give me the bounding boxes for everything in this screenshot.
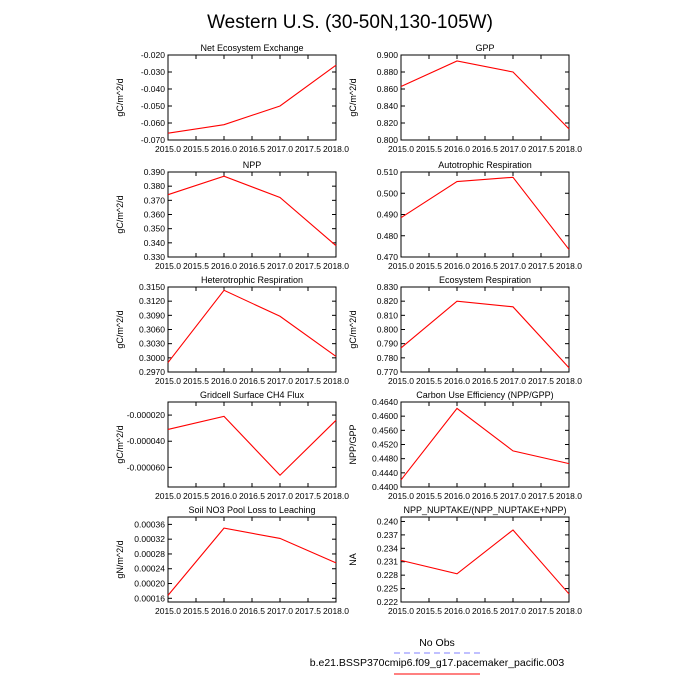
x-tick-label: 2016.0 (444, 261, 470, 271)
plot-frame (401, 287, 569, 372)
y-tick-label: 0.780 (376, 352, 398, 363)
x-tick-label: 2015.5 (183, 606, 209, 616)
x-tick-label: 2017.5 (295, 261, 321, 271)
plot-frame (168, 172, 336, 257)
y-tick-label: 0.810 (376, 310, 398, 321)
panel-title: GPP (475, 43, 495, 53)
panel-4 (377, 160, 583, 271)
x-tick-label: 2017.5 (528, 491, 554, 501)
plot-frame (401, 172, 569, 257)
y-tick-label: 0.4600 (372, 411, 398, 422)
y-tick-label: 0.340 (143, 237, 165, 248)
x-tick-label: 2015.0 (388, 144, 414, 154)
series-line (401, 301, 569, 368)
y-tick-label: -0.000060 (126, 462, 165, 473)
y-tick-label: 0.3000 (139, 352, 165, 363)
plot-frame (401, 55, 569, 140)
y-tick-label: 0.830 (376, 282, 398, 292)
y-tick-label: 0.00032 (134, 534, 165, 545)
y-tick-label: 0.228 (376, 570, 398, 581)
x-tick-label: 2016.5 (472, 144, 498, 154)
x-tick-label: 2018.0 (556, 261, 582, 271)
panel-title: Heterotrophic Respiration (200, 275, 304, 285)
x-tick-label: 2015.5 (416, 144, 442, 154)
x-tick-label: 2015.0 (388, 376, 414, 386)
y-tick-label: 0.900 (376, 50, 398, 60)
x-tick-label: 2017.5 (295, 491, 321, 501)
x-tick-label: 2017.0 (500, 261, 526, 271)
x-tick-label: 2016.0 (211, 491, 237, 501)
x-tick-label: 2015.5 (183, 144, 209, 154)
x-tick-label: 2017.0 (267, 606, 293, 616)
x-tick-label: 2016.0 (211, 261, 237, 271)
panel-6 (348, 275, 582, 386)
y-tick-label: 0.820 (376, 118, 398, 128)
x-tick-label: 2017.0 (500, 606, 526, 616)
y-tick-label: 0.00024 (134, 563, 165, 574)
series-line (401, 408, 569, 480)
y-tick-label: 0.4560 (372, 425, 398, 436)
y-tick-label: 0.3120 (139, 296, 165, 307)
series-line (168, 176, 336, 245)
legend (310, 637, 565, 674)
y-tick-label: 0.770 (376, 367, 398, 377)
x-tick-label: 2017.5 (528, 261, 554, 271)
y-tick-label: 0.00028 (134, 548, 165, 559)
y-tick-label: 0.4520 (372, 439, 398, 450)
x-tick-label: 2017.5 (295, 376, 321, 386)
y-tick-label: 0.390 (143, 167, 165, 177)
x-tick-label: 2018.0 (323, 144, 349, 154)
y-tick-label: 0.3060 (139, 324, 165, 335)
series-line (168, 528, 336, 595)
x-tick-label: 2016.5 (472, 491, 498, 501)
x-tick-label: 2018.0 (323, 491, 349, 501)
panel-2 (348, 43, 582, 154)
x-tick-label: 2016.0 (211, 376, 237, 386)
x-tick-label: 2017.0 (500, 491, 526, 501)
y-tick-label: 0.00036 (134, 519, 165, 530)
x-tick-label: 2018.0 (556, 606, 582, 616)
y-tick-label: 0.880 (376, 67, 398, 77)
y-tick-label: 0.500 (376, 188, 398, 199)
x-tick-label: 2018.0 (323, 606, 349, 616)
panel-8 (348, 390, 582, 501)
x-tick-label: 2017.0 (267, 376, 293, 386)
panel-title: Carbon Use Efficiency (NPP/GPP) (416, 390, 554, 400)
y-tick-label: 0.3090 (139, 310, 165, 321)
y-tick-label: 0.470 (376, 252, 398, 262)
x-tick-label: 2017.5 (528, 144, 554, 154)
series-line (401, 61, 569, 129)
x-tick-label: 2017.5 (295, 606, 321, 616)
panels-group (115, 43, 582, 616)
y-tick-label: 0.380 (143, 181, 165, 192)
series-line (168, 290, 336, 362)
plot-frame (168, 55, 336, 140)
y-tick-label: 0.00020 (134, 578, 165, 589)
plot-frame (401, 402, 569, 487)
y-tick-label: 0.231 (376, 556, 398, 567)
x-tick-label: 2015.5 (416, 376, 442, 386)
x-tick-label: 2016.0 (211, 144, 237, 154)
series-line (401, 530, 569, 594)
x-tick-label: 2017.0 (267, 491, 293, 501)
x-tick-label: 2015.5 (183, 261, 209, 271)
x-tick-label: 2016.5 (239, 144, 265, 154)
x-tick-label: 2015.0 (155, 491, 181, 501)
y-tick-label: -0.060 (140, 118, 165, 128)
plot-frame (401, 517, 569, 602)
legend-obs-label: No Obs (419, 637, 455, 649)
x-tick-label: 2016.5 (472, 261, 498, 271)
y-tick-label: 0.240 (376, 516, 398, 527)
series-line (168, 416, 336, 475)
y-tick-label: 0.2970 (139, 367, 165, 377)
x-tick-label: 2016.5 (239, 261, 265, 271)
x-tick-label: 2015.0 (388, 261, 414, 271)
x-tick-label: 2017.0 (267, 144, 293, 154)
x-tick-label: 2017.5 (528, 376, 554, 386)
x-tick-label: 2016.0 (211, 606, 237, 616)
y-tick-label: 0.860 (376, 84, 398, 94)
x-tick-label: 2015.0 (155, 376, 181, 386)
panel-title: Soil NO3 Pool Loss to Leaching (188, 505, 316, 515)
y-tick-label: 0.222 (376, 597, 398, 607)
y-tick-label: 0.790 (376, 338, 398, 349)
figure-title: Western U.S. (30-50N,130-105W) (207, 12, 493, 33)
x-tick-label: 2016.0 (444, 376, 470, 386)
y-tick-label: 0.00016 (134, 593, 165, 604)
y-tick-label: 0.330 (143, 252, 165, 262)
y-tick-label: 0.4400 (372, 482, 398, 492)
panel-title: Net Ecosystem Exchange (200, 43, 304, 53)
panel-3 (115, 160, 349, 271)
x-tick-label: 2018.0 (556, 376, 582, 386)
x-tick-label: 2018.0 (323, 261, 349, 271)
y-tick-label: -0.050 (140, 101, 165, 111)
series-line (168, 65, 336, 133)
series-line (401, 177, 569, 249)
x-tick-label: 2016.0 (444, 491, 470, 501)
y-tick-label: 0.3150 (139, 282, 165, 292)
y-tick-label: 0.3030 (139, 338, 165, 349)
x-tick-label: 2016.5 (239, 491, 265, 501)
x-tick-label: 2015.5 (183, 376, 209, 386)
panel-10 (348, 505, 582, 616)
y-tick-label: 0.370 (143, 195, 165, 206)
panel-title: NPP (242, 160, 262, 170)
y-tick-label: 0.237 (376, 529, 398, 540)
y-axis-label: NPP/GPP (348, 424, 358, 465)
x-tick-label: 2015.0 (155, 261, 181, 271)
plot-frame (168, 517, 336, 602)
y-axis-label: gC/m^2/d (348, 310, 358, 349)
panel-title: Autotrophic Respiration (438, 160, 532, 170)
x-tick-label: 2017.0 (500, 376, 526, 386)
x-tick-label: 2018.0 (556, 491, 582, 501)
y-tick-label: 0.360 (143, 209, 165, 220)
y-tick-label: 0.4640 (372, 397, 398, 407)
y-axis-label: gC/m^2/d (348, 78, 358, 117)
x-tick-label: 2018.0 (323, 376, 349, 386)
y-tick-label: -0.070 (140, 135, 165, 145)
panel-1 (115, 43, 349, 154)
x-tick-label: 2015.5 (416, 606, 442, 616)
x-tick-label: 2017.0 (267, 261, 293, 271)
x-tick-label: 2016.5 (239, 376, 265, 386)
y-tick-label: -0.030 (140, 67, 165, 77)
y-axis-label: gC/m^2/d (115, 195, 125, 234)
panel-7 (115, 390, 349, 501)
x-tick-label: 2015.0 (155, 606, 181, 616)
y-tick-label: 0.820 (376, 296, 398, 307)
x-tick-label: 2015.5 (416, 491, 442, 501)
y-tick-label: 0.800 (376, 135, 398, 145)
y-tick-label: 0.800 (376, 324, 398, 335)
y-tick-label: 0.510 (376, 167, 398, 177)
panel-title: Ecosystem Respiration (438, 275, 532, 285)
y-tick-label: -0.020 (140, 50, 165, 60)
x-tick-label: 2015.0 (388, 606, 414, 616)
y-axis-label: gC/m^2/d (115, 310, 125, 349)
x-tick-label: 2015.5 (183, 491, 209, 501)
panel-title: Gridcell Surface CH4 Flux (199, 390, 305, 400)
x-tick-label: 2016.0 (444, 606, 470, 616)
y-axis-label: NA (348, 553, 358, 566)
y-tick-label: 0.840 (376, 101, 398, 111)
panel-5 (115, 275, 349, 386)
y-tick-label: -0.000020 (126, 410, 165, 421)
x-tick-label: 2017.5 (295, 144, 321, 154)
y-tick-label: 0.234 (376, 543, 398, 554)
y-axis-label: gC/m^2/d (115, 425, 125, 464)
y-tick-label: 0.350 (143, 223, 165, 234)
x-tick-label: 2015.5 (416, 261, 442, 271)
panel-title: NPP_NUPTAKE/(NPP_NUPTAKE+NPP) (403, 505, 567, 515)
x-tick-label: 2018.0 (556, 144, 582, 154)
legend-model-label: b.e21.BSSP370cmip6.f09_g17.pacemaker_pacific.003 (309, 657, 565, 669)
y-axis-label: gN/m^2/d (115, 540, 125, 579)
x-tick-label: 2016.5 (472, 376, 498, 386)
x-tick-label: 2016.0 (444, 144, 470, 154)
y-tick-label: -0.000040 (126, 436, 165, 447)
y-tick-label: 0.4480 (372, 453, 398, 464)
y-axis-label: gC/m^2/d (115, 78, 125, 117)
x-tick-label: 2015.0 (388, 491, 414, 501)
x-tick-label: 2015.0 (155, 144, 181, 154)
y-tick-label: -0.040 (140, 84, 165, 94)
y-tick-label: 0.490 (376, 209, 398, 220)
x-tick-label: 2016.5 (239, 606, 265, 616)
y-tick-label: 0.225 (376, 583, 398, 594)
y-tick-label: 0.4440 (372, 467, 398, 478)
x-tick-label: 2017.0 (500, 144, 526, 154)
x-tick-label: 2016.5 (472, 606, 498, 616)
y-tick-label: 0.480 (376, 230, 398, 241)
x-tick-label: 2017.5 (528, 606, 554, 616)
panel-9 (115, 505, 349, 616)
